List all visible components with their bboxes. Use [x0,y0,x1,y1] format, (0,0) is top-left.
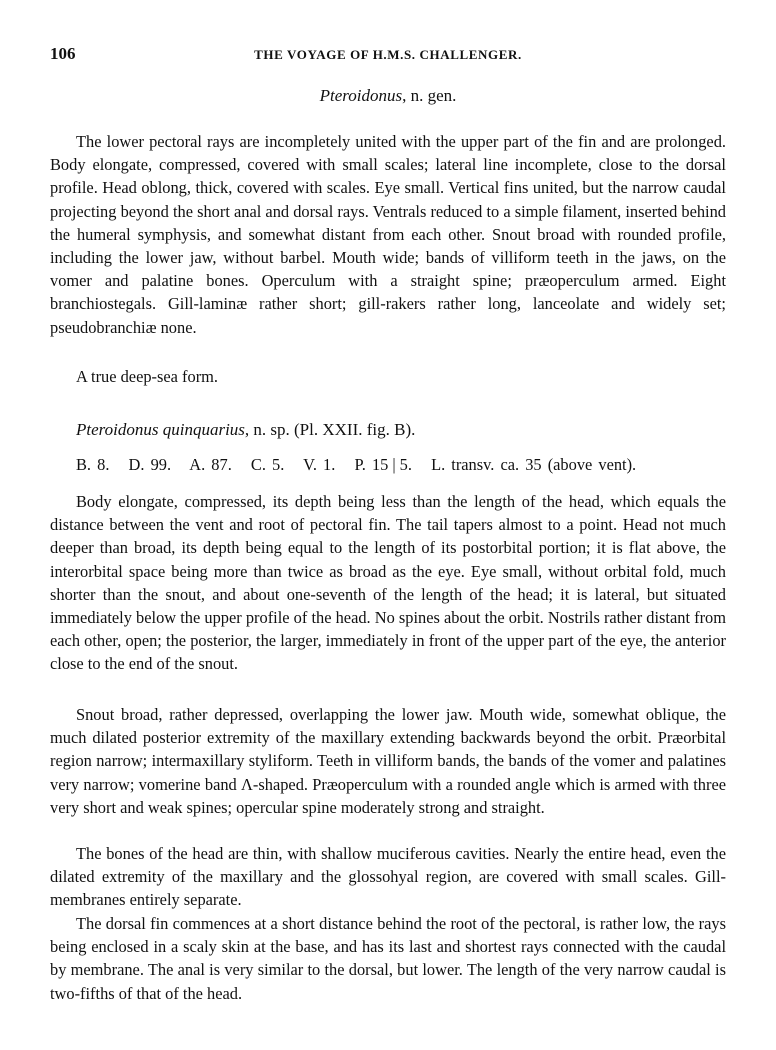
fin-pectoral: P. 15 [354,455,389,474]
species-heading [76,420,415,440]
genus-suffix: , n. gen. [402,86,457,105]
genus-name: Pteroidonus [319,86,403,105]
fin-dorsal: D. 99. [128,455,172,474]
paragraph-fins: The dorsal fin commences at a short distance behind the root of the pectoral, is rather low, the rays being enclosed in a scaly skin at the base, and has its last and shortest rays connected with the caudal by membrane. The anal is very similar to the dorsal, but lower. The length of the very narrow caudal is two-fifths of that of the head. [50,914,726,1003]
page-header [50,44,726,68]
running-title: THE VOYAGE OF H.M.S. CHALLENGER. [254,47,522,62]
paragraph-body: Body elongate, compressed, its depth being less than the length of the head, which equals the distance between the vent and root of pectoral fin. The tail tapers almost to a point. Head not much deeper than broad, its depth being equal to the length of its postorbital portion; it is flat above, the interorbital space being more than twice as broad as the eye. Eye small, without orbital fold, much shorter than the snout, and about one-seventh of the length of the head; it is lateral, but situated immediately below the upper profile of the head. No spines about the orbit. Nostrils rather distant from each other, open; the posterior, the larger, immediately in front of the upper part of the eye, the anterior close to the end of the snout. [50,492,726,674]
genus-description: The lower pectoral rays are incompletely united with the upper part of the fin and are prolonged. Body elongate, compressed, covered with small scales; lateral line incomplete, close to the dorsal profile. Head oblong, thick, covered with scales. Eye small. Vertical fins united, but the narrow caudal projecting beyond the short anal and dorsal rays. Ventrals reduced to a simple filament, inserted behind the humeral symphysis, and somewhat distant from each other. Snout broad with rounded profile, including the lower jaw, without barbel. Mouth wide; bands of villiform teeth in the jaws, on the vomer and palatine bones. Operculum with a straight spine; præoperculum armed. Eight branchiostegals. Gill-laminæ rather short; gill-rakers rather long, lanceolate and widely set; pseudobranchiæ none. [50,132,726,337]
fin-pectoral-separator: | [392,455,396,474]
fin-ventral: V. 1. [303,455,336,474]
fin-branchiostegals: B. 8. [76,455,110,474]
paragraph-bones: The bones of the head are thin, with shallow muciferous cavities. Nearly the entire head, even the dilated extremity of the maxillary and the glossohyal region, are covered with small scales. Gill-membranes entirely separate. [50,844,726,910]
page-number: 106 [50,44,76,63]
genus-note: A true deep-sea form. [76,367,218,386]
fin-lateral-transverse: L. transv. ca. 35 (above vent). [431,455,637,474]
fin-formula [76,455,649,475]
species-name: Pteroidonus quinquarius [76,420,245,439]
species-suffix: , n. sp. (Pl. XXII. fig. B). [244,420,416,439]
fin-anal: A. 87. [189,455,232,474]
paragraph-snout: Snout broad, rather depressed, overlapping the lower jaw. Mouth wide, somewhat oblique, the much dilated posterior extremity of the maxillary extending backwards beyond the orbit. Præorbital region narrow; intermaxillary styliform. Teeth in villiform bands, the bands of the vomer and palatines very narrow; vomerine band Λ-shaped. Præoperculum with a rounded angle which is armed with three very short and weak spines; opercular spine moderately strong and straight. [50,705,726,817]
genus-heading [50,86,726,106]
fin-pectoral-lower: 5. [399,455,412,474]
fin-caudal: C. 5. [250,455,285,474]
